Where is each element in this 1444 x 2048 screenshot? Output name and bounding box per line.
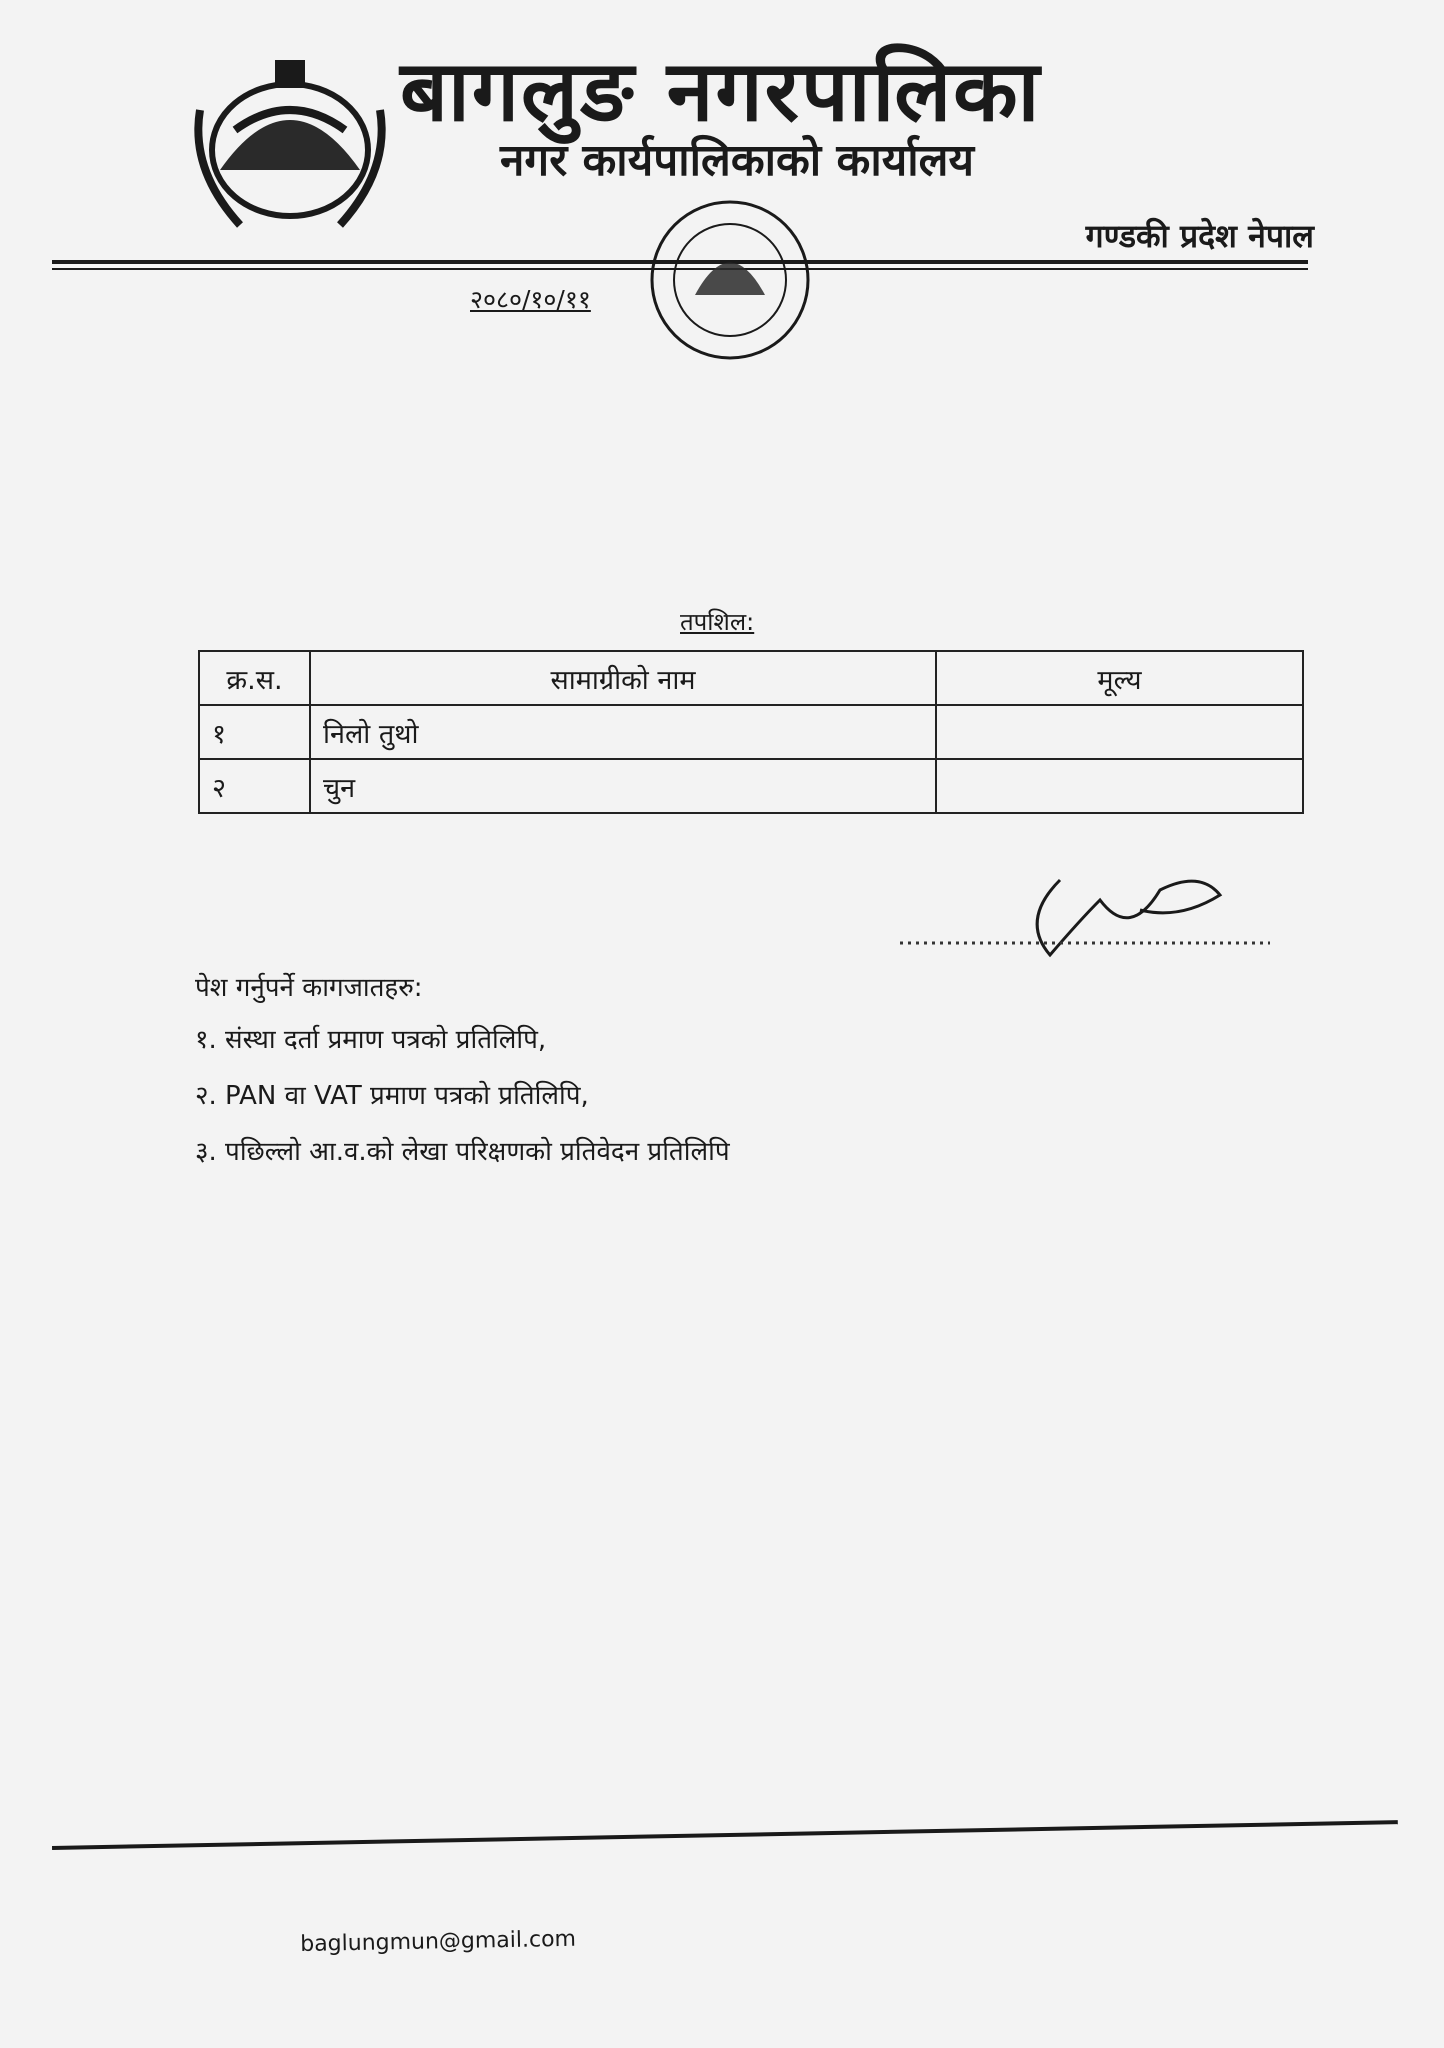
table-cell [936, 705, 1303, 759]
table-cell: निलो तुथो [310, 705, 936, 759]
table-header: सामाग्रीको नाम [310, 651, 936, 705]
list-item: २. PAN वा VAT प्रमाण पत्रको प्रतिलिपि, [195, 1081, 589, 1111]
documents-title: पेश गर्नुपर्ने कागजातहरु: [195, 973, 423, 1003]
price-table [198, 650, 1304, 814]
footer-email: baglungmun@gmail.com [300, 1926, 577, 1957]
signature [900, 860, 1300, 1030]
table-header: क्र.स. [199, 651, 310, 705]
table-cell: १ [199, 705, 310, 759]
notice-date: २०८०/१०/११ [470, 285, 591, 314]
table-header: मूल्य [936, 651, 1303, 705]
list-item: १. संस्था दर्ता प्रमाण पत्रको प्रतिलिपि, [195, 1025, 547, 1055]
table-header-row [199, 651, 1303, 705]
list-item: ३. पछिल्लो आ.व.को लेखा परिक्षणको प्रतिवेदन प्रतिलिपि [195, 1137, 730, 1167]
table-row [199, 705, 1303, 759]
table-cell: चुन [310, 759, 936, 813]
footer-contact [300, 1927, 576, 1957]
footer-rule [52, 1820, 1398, 1850]
table-cell [936, 759, 1303, 813]
table-cell: २ [199, 759, 310, 813]
province-name: गण्डकी प्रदेश नेपाल [1085, 217, 1314, 255]
office-stamp [635, 185, 825, 375]
table-title: तपशिल: [680, 608, 755, 636]
table-row [199, 759, 1303, 813]
municipality-emblem [180, 50, 400, 240]
municipality-name: बागलुङ नगरपालिका [400, 42, 1042, 140]
documents-list [195, 1020, 730, 1188]
office-name: नगर कार्यपालिकाको कार्यालय [500, 135, 974, 186]
